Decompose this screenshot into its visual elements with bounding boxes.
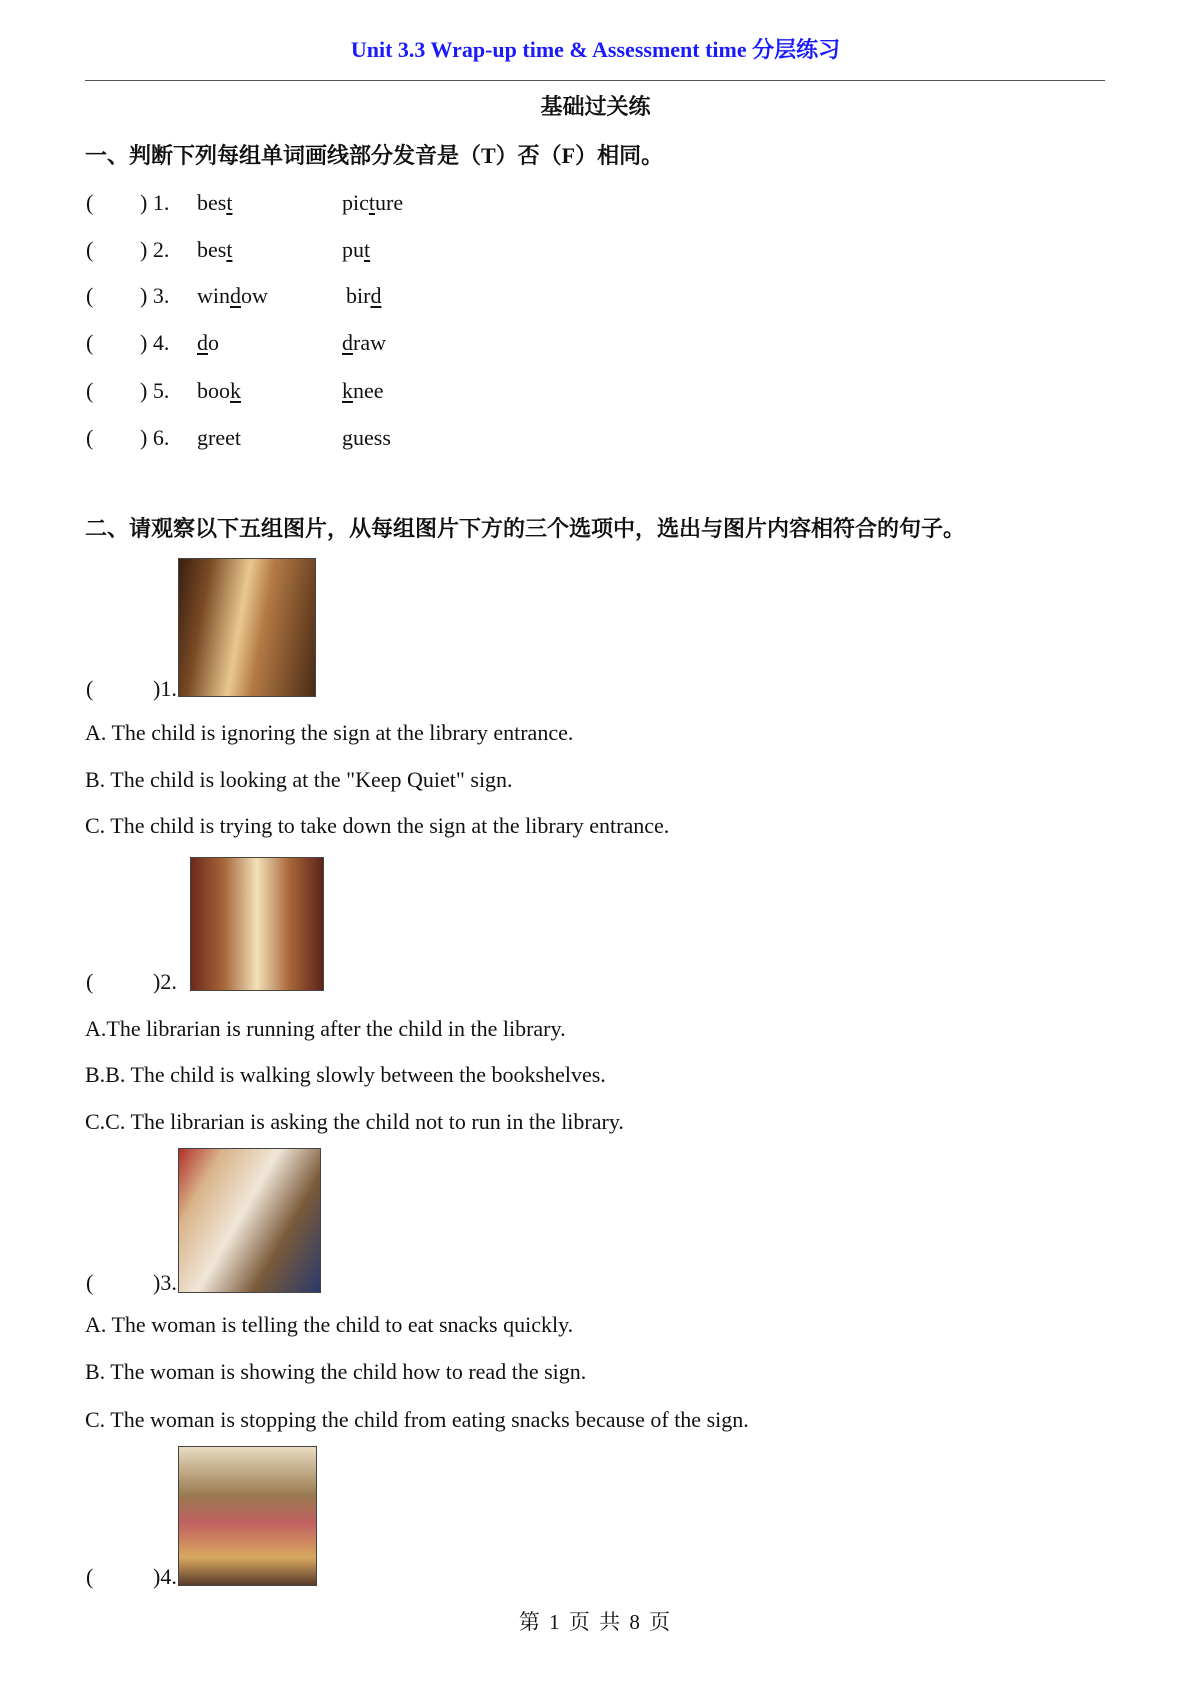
word-2: guess: [342, 425, 391, 450]
option-c: C.C. The librarian is asking the child not to run in the library.: [85, 1109, 624, 1134]
children-reading-image: [178, 1446, 317, 1586]
answer-blank[interactable]: (: [86, 425, 94, 450]
option-a: A. The child is ignoring the sign at the library entrance.: [85, 720, 574, 745]
option-a: A.The librarian is running after the child in the library.: [85, 1016, 566, 1041]
section1-heading: 一、判断下列每组单词画线部分发音是（T）否（F）相同。: [85, 143, 664, 168]
answer-blank[interactable]: (: [86, 676, 94, 701]
answer-blank[interactable]: (: [86, 190, 94, 215]
question-number: )4.: [153, 1564, 177, 1589]
answer-blank[interactable]: (: [86, 1270, 94, 1295]
item-number: ) 6.: [140, 425, 170, 450]
answer-blank[interactable]: (: [86, 330, 94, 355]
word-1: best: [197, 190, 233, 215]
word-2: draw: [342, 330, 386, 355]
answer-blank[interactable]: (: [86, 378, 94, 403]
header-rule: [85, 80, 1105, 81]
option-a: A. The woman is telling the child to eat snacks quickly.: [85, 1312, 574, 1337]
word-2: knee: [342, 378, 384, 403]
word-2: picture: [342, 190, 404, 215]
item-number: ) 3.: [140, 283, 170, 308]
option-b: B. The woman is showing the child how to read the sign.: [85, 1359, 587, 1384]
item-number: ) 1.: [140, 190, 170, 215]
option-c: C. The woman is stopping the child from eating snacks because of the sign.: [85, 1407, 749, 1432]
section2-heading: 二、请观察以下五组图片，从每组图片下方的三个选项中，选出与图片内容相符合的句子。: [85, 516, 966, 541]
item-number: ) 4.: [140, 330, 170, 355]
answer-blank[interactable]: (: [86, 283, 94, 308]
library-entrance-image: [178, 558, 316, 697]
word-1: window: [197, 283, 268, 308]
word-2: bird: [346, 283, 382, 308]
section-level-title: 基础过关练: [540, 94, 651, 119]
child-running-library-image: [190, 857, 324, 991]
page-title: Unit 3.3 Wrap-up time & Assessment time 分层练习: [350, 37, 841, 62]
answer-blank[interactable]: (: [86, 1564, 94, 1589]
question-number: )1.: [153, 676, 177, 701]
item-number: ) 5.: [140, 378, 170, 403]
answer-blank[interactable]: (: [86, 237, 94, 262]
option-c: C. The child is trying to take down the sign at the library entrance.: [85, 813, 670, 838]
answer-blank[interactable]: (: [86, 969, 94, 994]
word-1: do: [197, 330, 219, 355]
word-1: greet: [197, 425, 241, 450]
page-footer: 第 1 页 共 8 页: [518, 1610, 673, 1634]
question-number: )3.: [153, 1270, 177, 1295]
word-1: book: [197, 378, 241, 403]
word-1: best: [197, 237, 233, 262]
word-2: put: [342, 237, 371, 262]
item-number: ) 2.: [140, 237, 170, 262]
question-number: )2.: [153, 969, 177, 994]
option-b: B.B. The child is walking slowly between the bookshelves.: [85, 1062, 606, 1087]
woman-child-sign-image: [178, 1148, 321, 1293]
option-b: B. The child is looking at the "Keep Quiet" sign.: [85, 767, 513, 792]
